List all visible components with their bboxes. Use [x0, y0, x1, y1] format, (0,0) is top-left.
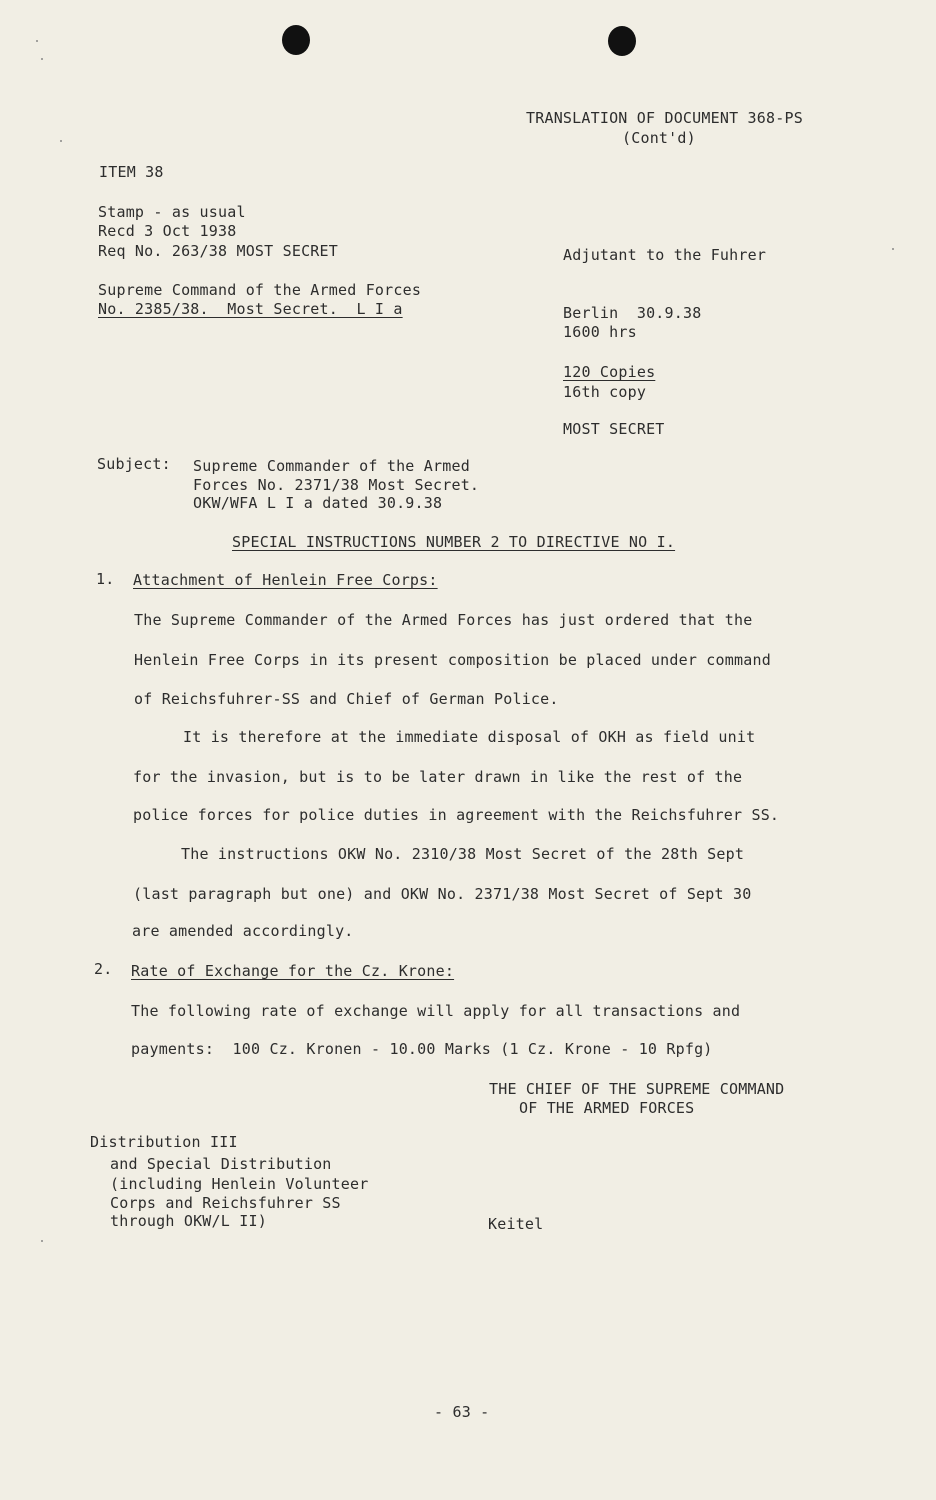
- body-line: (last paragraph but one) and OKW No. 2371/38 Most Secret of Sept 30: [133, 885, 752, 903]
- item-number: ITEM 38: [99, 163, 164, 181]
- body-line: police forces for police duties in agreement with the Reichsfuhrer SS.: [133, 806, 780, 824]
- distribution-line: Distribution III: [90, 1133, 238, 1151]
- distribution-line: Corps and Reichsfuhrer SS: [110, 1194, 341, 1212]
- speck: [41, 58, 43, 60]
- distribution-line: (including Henlein Volunteer: [110, 1175, 369, 1193]
- section-title: Attachment of Henlein Free Corps:: [133, 571, 438, 589]
- instructions-heading: SPECIAL INSTRUCTIONS NUMBER 2 TO DIRECTIVE NO I.: [232, 533, 676, 551]
- section-title: Rate of Exchange for the Cz. Krone:: [131, 962, 455, 980]
- speck: [36, 40, 38, 42]
- document-title: TRANSLATION OF DOCUMENT 368-PS: [526, 109, 803, 127]
- command-line: Supreme Command of the Armed Forces: [98, 281, 422, 299]
- speck: [60, 140, 62, 142]
- speck: [41, 1240, 43, 1242]
- place-date: Berlin 30.9.38: [563, 304, 702, 322]
- signatory-title: OF THE ARMED FORCES: [519, 1099, 695, 1117]
- subject-label: Subject:: [97, 455, 171, 473]
- stamp-req-number: Req No. 263/38 MOST SECRET: [98, 242, 338, 260]
- section-number: 2.: [94, 960, 113, 978]
- copies: 120 Copies: [563, 363, 656, 381]
- speck: [892, 248, 894, 250]
- punch-hole: [282, 25, 310, 55]
- distribution-line: and Special Distribution: [110, 1155, 332, 1173]
- body-line: The Supreme Commander of the Armed Forces has just ordered that the: [134, 611, 753, 629]
- punch-hole: [608, 26, 636, 56]
- classification: MOST SECRET: [563, 420, 665, 438]
- subject-line: Forces No. 2371/38 Most Secret.: [193, 476, 480, 494]
- signature-name: Keitel: [488, 1215, 544, 1233]
- body-line: The instructions OKW No. 2310/38 Most Secret of the 28th Sept: [181, 845, 745, 863]
- body-line: The following rate of exchange will apply for all transactions and: [131, 1002, 741, 1020]
- distribution-line: through OKW/L II): [110, 1212, 267, 1230]
- body-line: of Reichsfuhrer-SS and Chief of German Police.: [134, 690, 559, 708]
- subject-line: Supreme Commander of the Armed: [193, 457, 470, 475]
- copy-number: 16th copy: [563, 383, 647, 401]
- subject-line: OKW/WFA L I a dated 30.9.38: [193, 494, 443, 512]
- body-line: Henlein Free Corps in its present composition be placed under command: [134, 651, 771, 669]
- stamp-received: Recd 3 Oct 1938: [98, 222, 237, 240]
- contd-label: (Cont'd): [622, 129, 696, 147]
- body-line: for the invasion, but is to be later drawn in like the rest of the: [133, 768, 743, 786]
- body-line: It is therefore at the immediate disposal of OKH as field unit: [183, 728, 756, 746]
- body-line: are amended accordingly.: [132, 922, 354, 940]
- command-reference: No. 2385/38. Most Secret. L I a: [98, 300, 403, 318]
- signatory-title: THE CHIEF OF THE SUPREME COMMAND: [489, 1080, 785, 1098]
- time: 1600 hrs: [563, 323, 637, 341]
- adjutant-line: Adjutant to the Fuhrer: [563, 246, 767, 264]
- page-number: - 63 -: [434, 1403, 490, 1421]
- body-line: payments: 100 Cz. Kronen - 10.00 Marks (1 Cz. Krone - 10 Rpfg): [131, 1040, 713, 1058]
- stamp-line: Stamp - as usual: [98, 203, 246, 221]
- section-number: 1.: [96, 570, 115, 588]
